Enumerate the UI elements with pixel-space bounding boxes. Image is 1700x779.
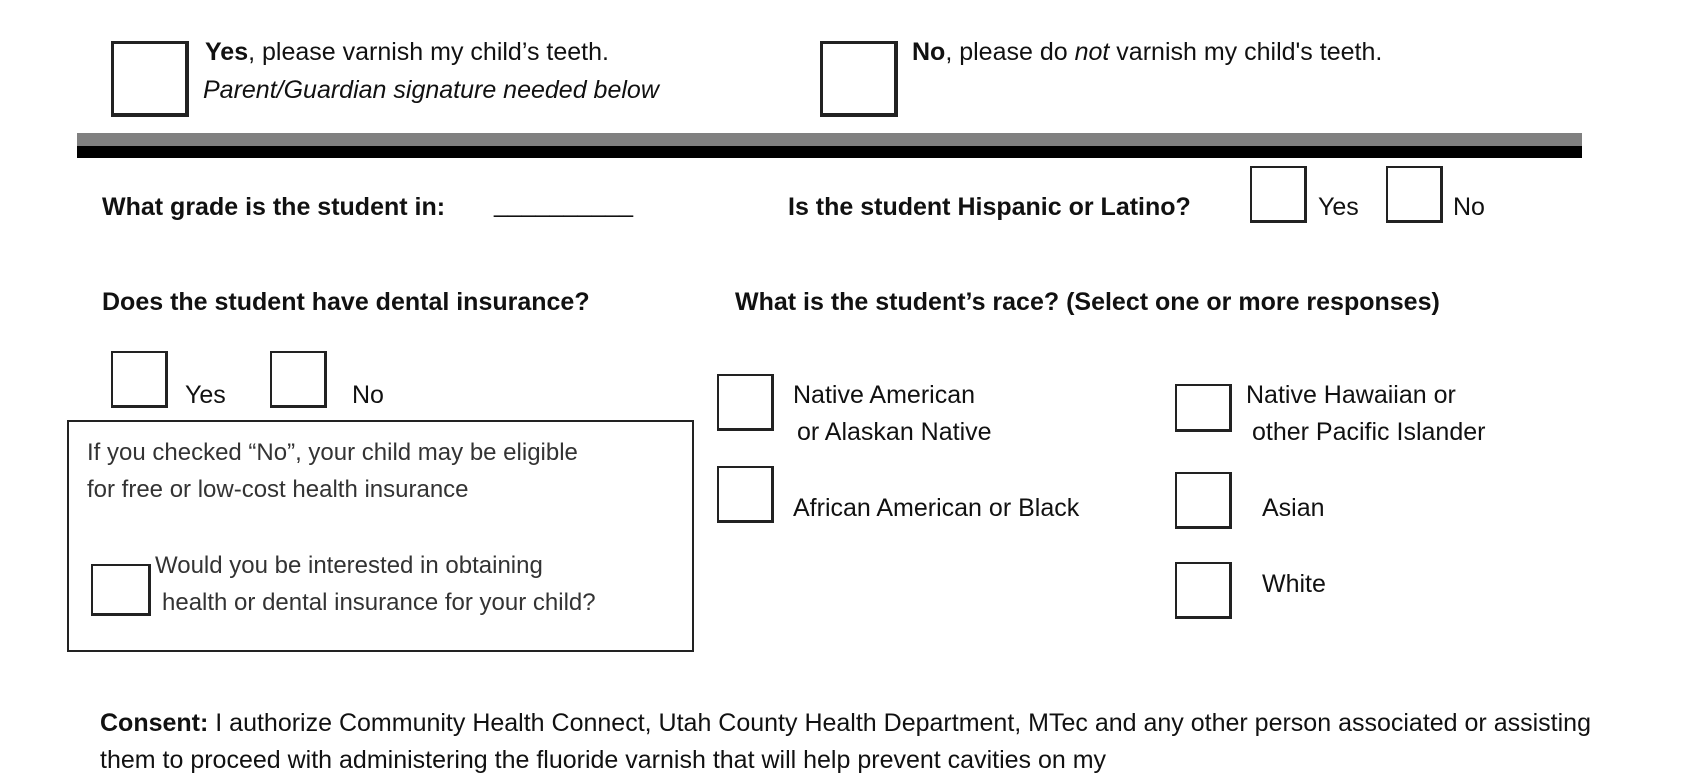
varnish-no-text-1: , please do <box>945 38 1075 66</box>
race-white-checkbox[interactable] <box>1175 562 1232 619</box>
insurance-yes-label: Yes <box>185 381 226 409</box>
varnish-no-italic: not <box>1074 38 1110 66</box>
varnish-no-checkbox[interactable] <box>820 41 898 117</box>
insurance-question: Does the student have dental insurance? <box>102 288 590 316</box>
race-native-american-checkbox[interactable] <box>717 374 774 431</box>
race-native-american-line2: or Alaskan Native <box>797 418 992 446</box>
hispanic-question: Is the student Hispanic or Latino? <box>788 193 1191 221</box>
insurance-no-checkbox[interactable] <box>270 351 327 408</box>
insurance-yes-checkbox[interactable] <box>111 351 168 408</box>
insurance-interest-line1: Would you be interested in obtaining <box>155 552 543 579</box>
hispanic-no-label: No <box>1453 193 1485 221</box>
race-question: What is the student’s race? (Select one or more responses) <box>735 288 1440 316</box>
varnish-no-bold: No <box>912 38 946 66</box>
race-hawaiian-line1: Native Hawaiian or <box>1246 381 1456 409</box>
race-african-american-checkbox[interactable] <box>717 466 774 523</box>
insurance-note-line2: for free or low-cost health insurance <box>87 476 469 503</box>
race-hawaiian-line2: other Pacific Islander <box>1252 418 1486 446</box>
insurance-no-label: No <box>352 381 384 409</box>
race-white-label: White <box>1262 570 1326 598</box>
consent-text: I authorize Community Health Connect, Utah County Health Department, MTec and any other person associated or assisting them to proceed with administering the fluoride varnish that will help prevent cavities on my <box>100 709 1591 774</box>
varnish-yes-text: , please varnish my child’s teeth. <box>248 38 609 66</box>
grade-input[interactable]: __________ <box>494 190 634 218</box>
race-asian-label: Asian <box>1262 494 1325 522</box>
insurance-interest-checkbox[interactable] <box>91 564 151 616</box>
hispanic-no-checkbox[interactable] <box>1386 166 1443 223</box>
consent-paragraph <box>100 705 1640 779</box>
varnish-no-text-2: varnish my child's teeth. <box>1109 38 1383 66</box>
race-hawaiian-checkbox[interactable] <box>1175 384 1232 432</box>
varnish-yes-checkbox[interactable] <box>111 41 189 117</box>
divider-black <box>77 146 1582 158</box>
varnish-yes-note: Parent/Guardian signature needed below <box>203 76 659 104</box>
varnish-yes-bold: Yes <box>205 38 249 66</box>
hispanic-yes-label: Yes <box>1318 193 1359 221</box>
race-native-american-line1: Native American <box>793 381 976 409</box>
race-asian-checkbox[interactable] <box>1175 472 1232 529</box>
insurance-interest-line2: health or dental insurance for your child? <box>162 589 596 616</box>
varnish-no-label <box>912 38 1382 67</box>
varnish-yes-label <box>205 38 609 67</box>
insurance-note-line1: If you checked “No”, your child may be eligible <box>87 439 578 466</box>
race-african-american-label: African American or Black <box>793 494 1080 522</box>
hispanic-yes-checkbox[interactable] <box>1250 166 1307 223</box>
grade-question: What grade is the student in: <box>102 193 446 221</box>
consent-label: Consent: <box>100 709 209 737</box>
